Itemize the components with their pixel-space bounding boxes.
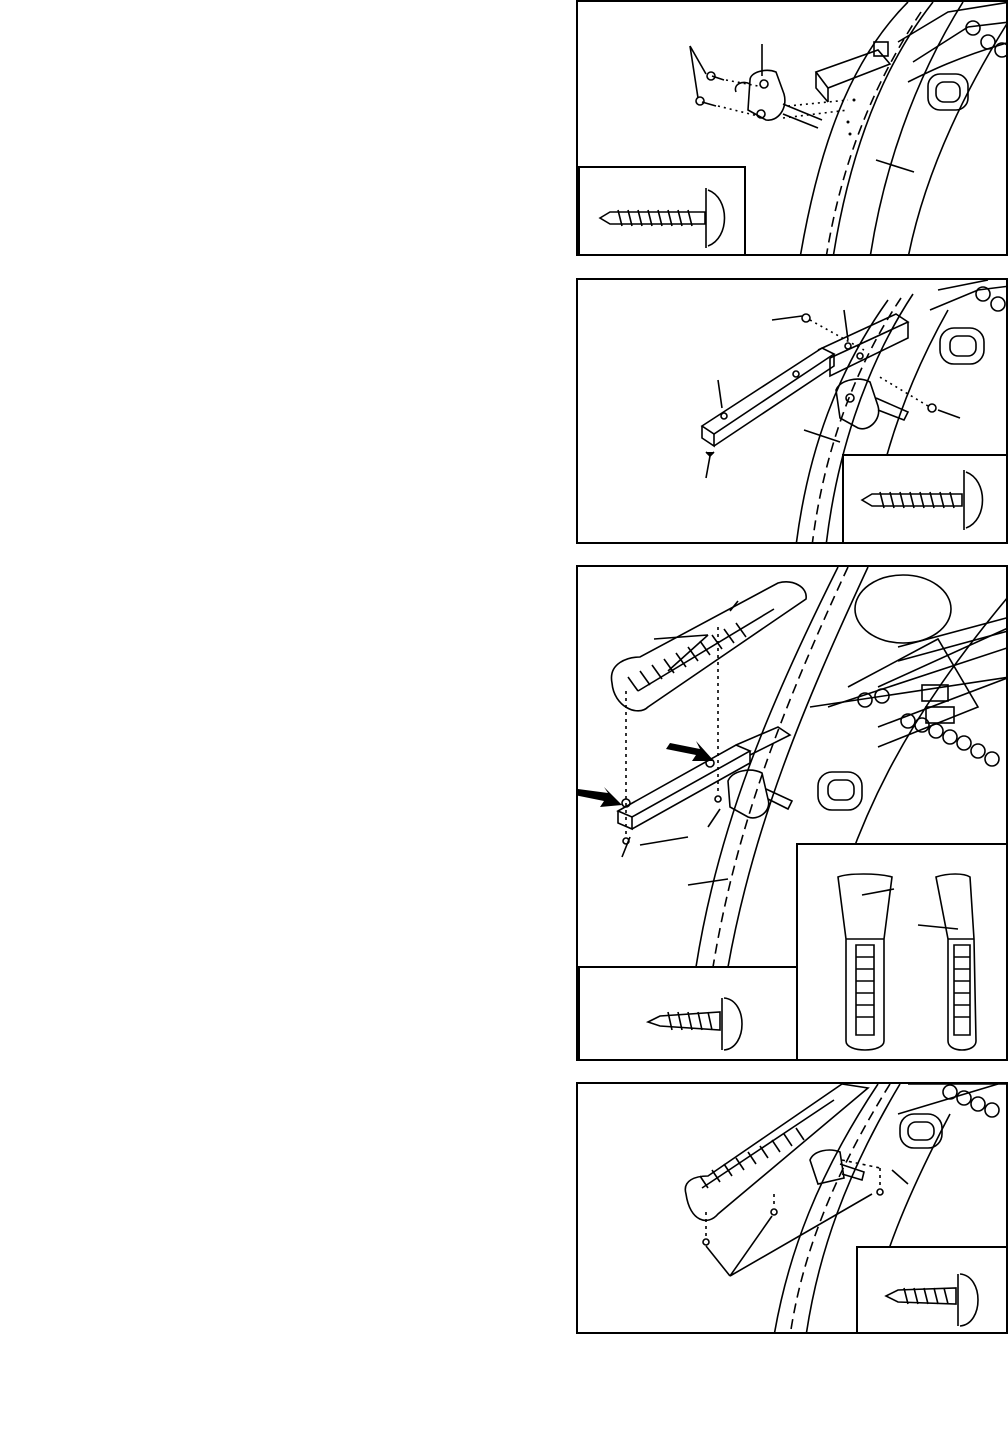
figure-1-upright-bracket	[576, 0, 1008, 256]
handrail-left-right-inset	[796, 843, 1008, 1061]
figure-2-crossbar-attach	[576, 278, 1008, 544]
screw-inset-2	[842, 454, 1008, 544]
figure-4-handrail-secure	[576, 1082, 1008, 1334]
screw-inset-3	[578, 966, 798, 1061]
screw-inset-4	[856, 1246, 1008, 1334]
figure-3-handrail-mount	[576, 565, 1008, 1061]
screw-inset-1	[578, 166, 746, 256]
